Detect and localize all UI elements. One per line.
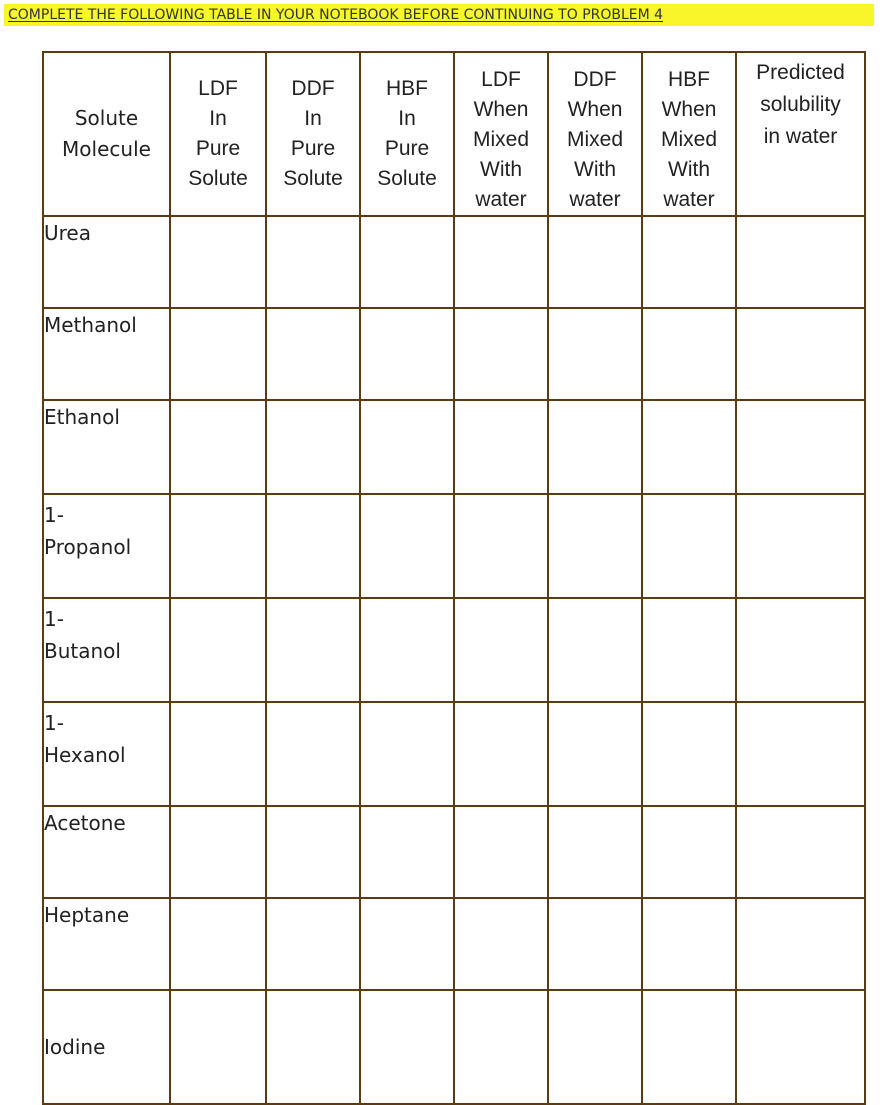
answer-cell-ddf-pure[interactable] [266, 806, 360, 898]
solute-name-line: Butanol [44, 639, 121, 663]
answer-cell-ldf-mixed[interactable] [454, 308, 548, 400]
answer-cell-hbf-pure[interactable] [360, 598, 454, 702]
header-line: water [663, 188, 715, 211]
answer-cell-ldf-mixed[interactable] [454, 400, 548, 494]
answer-cell-ldf-pure[interactable] [170, 990, 266, 1104]
header-line: DDF [291, 77, 335, 100]
solute-cell-1-butanol [43, 598, 170, 702]
header-line: With [668, 158, 710, 181]
answer-cell-ddf-pure[interactable] [266, 216, 360, 308]
answer-cell-predicted-solubility[interactable] [736, 990, 865, 1104]
answer-cell-hbf-pure[interactable] [360, 898, 454, 990]
answer-cell-ldf-pure[interactable] [170, 702, 266, 806]
solute-name-line: 1- [44, 607, 64, 631]
header-line: Molecule [62, 137, 151, 161]
solute-name-line: Ethanol [44, 405, 120, 429]
answer-cell-ldf-mixed[interactable] [454, 216, 548, 308]
header-line: When [661, 98, 717, 121]
solute-name-line: Urea [44, 221, 91, 245]
solubility-table [42, 51, 866, 1105]
answer-cell-ddf-pure[interactable] [266, 598, 360, 702]
solute-name-line: Acetone [44, 811, 126, 835]
answer-cell-ldf-pure[interactable] [170, 494, 266, 598]
answer-cell-hbf-pure[interactable] [360, 702, 454, 806]
header-line: LDF [481, 68, 521, 91]
solute-cell-1-hexanol [43, 702, 170, 806]
header-line: Mixed [472, 128, 530, 151]
answer-cell-ldf-mixed[interactable] [454, 806, 548, 898]
answer-cell-ddf-pure[interactable] [266, 702, 360, 806]
answer-cell-ldf-pure[interactable] [170, 598, 266, 702]
answer-cell-hbf-mixed[interactable] [642, 308, 736, 400]
answer-cell-ldf-pure[interactable] [170, 216, 266, 308]
header-line: Mixed [660, 128, 718, 151]
table-row [43, 990, 865, 1104]
answer-cell-ldf-pure[interactable] [170, 308, 266, 400]
answer-cell-ldf-mixed[interactable] [454, 598, 548, 702]
answer-cell-ldf-mixed[interactable] [454, 494, 548, 598]
answer-cell-predicted-solubility[interactable] [736, 598, 865, 702]
header-hbf-pure [360, 52, 454, 216]
answer-cell-predicted-solubility[interactable] [736, 216, 865, 308]
header-ldf-mixed [454, 52, 548, 216]
header-line: With [574, 158, 616, 181]
solute-cell-methanol [43, 308, 170, 400]
table-row [43, 400, 865, 494]
solute-name-line: Heptane [44, 903, 130, 927]
answer-cell-ddf-mixed[interactable] [548, 216, 642, 308]
answer-cell-predicted-solubility[interactable] [736, 308, 865, 400]
header-hbf-mixed [642, 52, 736, 216]
answer-cell-ldf-pure[interactable] [170, 898, 266, 990]
answer-cell-ddf-pure[interactable] [266, 400, 360, 494]
answer-cell-ldf-mixed[interactable] [454, 702, 548, 806]
answer-cell-ddf-pure[interactable] [266, 308, 360, 400]
answer-cell-hbf-mixed[interactable] [642, 598, 736, 702]
header-line: When [567, 98, 623, 121]
header-line: Pure [195, 137, 241, 160]
header-predicted-solubility [736, 52, 865, 216]
solute-cell-urea [43, 216, 170, 308]
header-line: LDF [198, 77, 238, 100]
header-line: Solute [74, 106, 139, 130]
solute-name-line: Hexanol [44, 743, 126, 767]
header-line: Pure [384, 137, 430, 160]
answer-cell-ddf-mixed[interactable] [548, 598, 642, 702]
header-line: HBF [668, 68, 710, 91]
solute-cell-1-propanol [43, 494, 170, 598]
answer-cell-ddf-pure[interactable] [266, 898, 360, 990]
solute-cell-ethanol [43, 400, 170, 494]
table-row [43, 308, 865, 400]
answer-cell-hbf-pure[interactable] [360, 990, 454, 1104]
header-ddf-mixed [548, 52, 642, 216]
answer-cell-hbf-pure[interactable] [360, 400, 454, 494]
answer-cell-ldf-pure[interactable] [170, 806, 266, 898]
answer-cell-ddf-mixed[interactable] [548, 990, 642, 1104]
header-line: water [569, 188, 621, 211]
answer-cell-hbf-mixed[interactable] [642, 400, 736, 494]
header-ddf-pure [266, 52, 360, 216]
answer-cell-hbf-mixed[interactable] [642, 702, 736, 806]
solute-name-line: Iodine [44, 1035, 106, 1059]
answer-cell-ddf-pure[interactable] [266, 990, 360, 1104]
header-line: HBF [386, 77, 428, 100]
answer-cell-hbf-pure[interactable] [360, 494, 454, 598]
answer-cell-ddf-pure[interactable] [266, 494, 360, 598]
header-line: In [304, 107, 322, 130]
solute-cell-iodine [43, 990, 170, 1104]
header-line: Solute [377, 167, 437, 190]
solute-name-line: 1- [44, 503, 64, 527]
table-row [43, 216, 865, 308]
answer-cell-hbf-pure[interactable] [360, 308, 454, 400]
answer-cell-hbf-mixed[interactable] [642, 990, 736, 1104]
answer-cell-predicted-solubility[interactable] [736, 898, 865, 990]
header-line: Mixed [566, 128, 624, 151]
header-line: solubility [760, 93, 841, 116]
table-row [43, 494, 865, 598]
table-row [43, 806, 865, 898]
answer-cell-hbf-pure[interactable] [360, 806, 454, 898]
answer-cell-hbf-mixed[interactable] [642, 216, 736, 308]
solute-name-line: Propanol [44, 535, 132, 559]
answer-cell-ddf-mixed[interactable] [548, 494, 642, 598]
header-ldf-pure [170, 52, 266, 216]
answer-cell-ldf-pure[interactable] [170, 400, 266, 494]
answer-cell-ddf-mixed[interactable] [548, 898, 642, 990]
answer-cell-ddf-mixed[interactable] [548, 702, 642, 806]
solute-name-line: 1- [44, 711, 64, 735]
instruction-banner: COMPLETE THE FOLLOWING TABLE IN YOUR NOTEBOOK BEFORE CONTINUING TO PROBLEM 4 [4, 4, 874, 26]
answer-cell-ldf-mixed[interactable] [454, 898, 548, 990]
answer-cell-ddf-mixed[interactable] [548, 806, 642, 898]
table-row [43, 898, 865, 990]
header-line: in water [763, 125, 838, 148]
answer-cell-ddf-mixed[interactable] [548, 400, 642, 494]
solute-cell-acetone [43, 806, 170, 898]
answer-cell-ldf-mixed[interactable] [454, 990, 548, 1104]
header-line: Solute [283, 167, 343, 190]
answer-cell-predicted-solubility[interactable] [736, 494, 865, 598]
answer-cell-hbf-pure[interactable] [360, 216, 454, 308]
header-line: Pure [290, 137, 336, 160]
answer-cell-hbf-mixed[interactable] [642, 898, 736, 990]
answer-cell-predicted-solubility[interactable] [736, 702, 865, 806]
answer-cell-predicted-solubility[interactable] [736, 400, 865, 494]
header-line: Predicted [756, 61, 845, 84]
table-header-row [43, 52, 865, 216]
header-line: When [473, 98, 529, 121]
header-line: DDF [573, 68, 617, 91]
solute-cell-heptane [43, 898, 170, 990]
header-line: Solute [188, 167, 248, 190]
answer-cell-hbf-mixed[interactable] [642, 806, 736, 898]
header-line: With [480, 158, 522, 181]
header-solute-molecule [43, 52, 170, 216]
answer-cell-predicted-solubility[interactable] [736, 806, 865, 898]
table-row [43, 598, 865, 702]
answer-cell-ddf-mixed[interactable] [548, 308, 642, 400]
header-line: water [475, 188, 527, 211]
solute-name-line: Methanol [44, 313, 137, 337]
table-row [43, 702, 865, 806]
header-line: In [398, 107, 416, 130]
answer-cell-hbf-mixed[interactable] [642, 494, 736, 598]
header-line: In [209, 107, 227, 130]
